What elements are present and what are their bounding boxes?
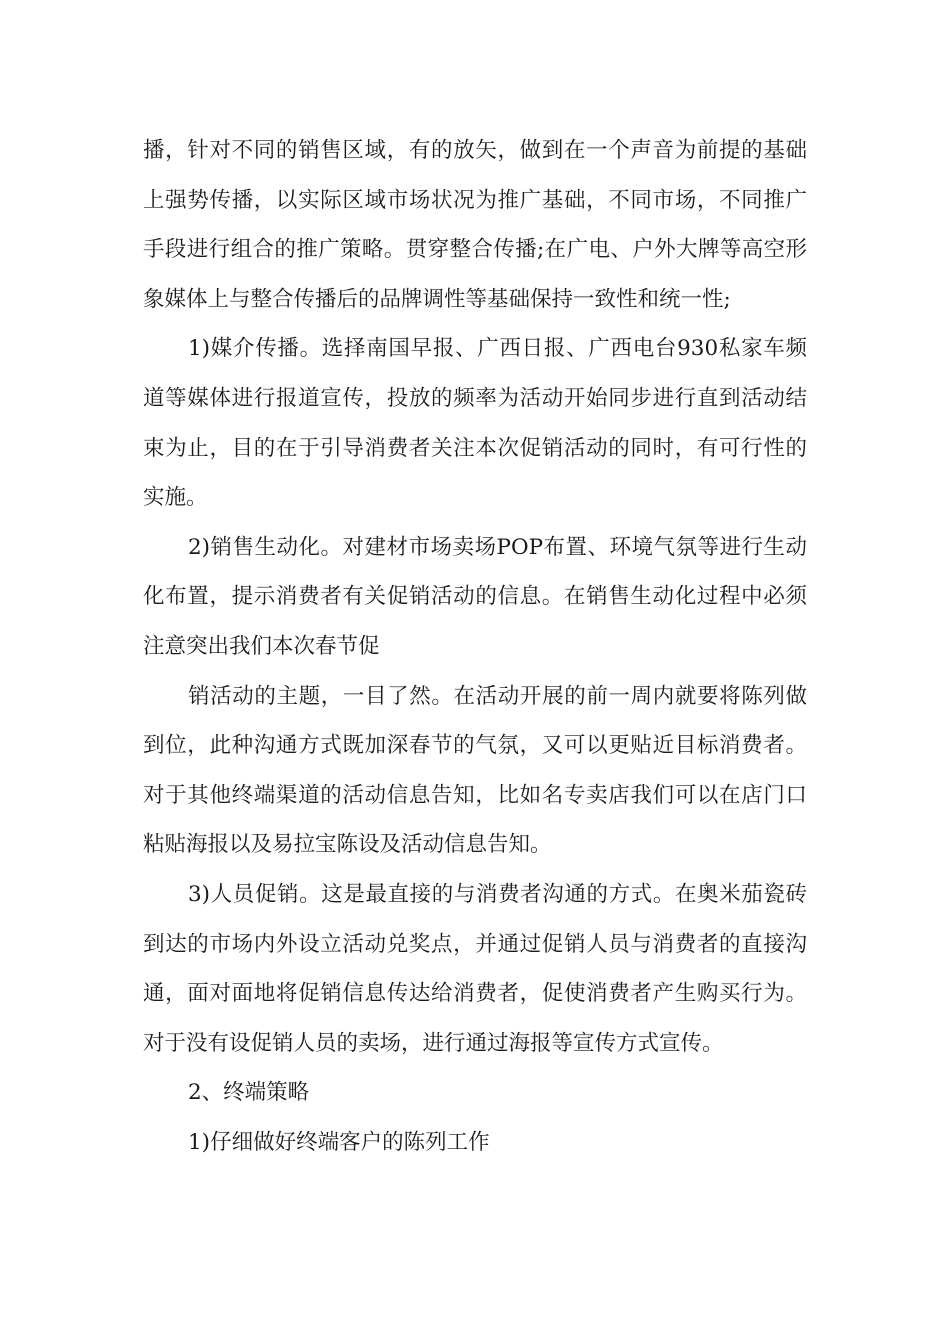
paragraph-activity-theme: 销活动的主题，一目了然。在活动开展的前一周内就要将陈列做到位，此种沟通方式既加深春节的气氛，又可以更贴近目标消费者。对于其他终端渠道的活动信息告知，比如名专卖店我们可以在店门口粘贴海报以及易拉宝陈设及活动信息告知。 bbox=[143, 683, 807, 858]
paragraph-staff-promotion: 3)人员促销。这是最直接的与消费者沟通的方式。在奥米茄瓷砖到达的市场内外设立活动兑奖点，并通过促销人员与消费者的直接沟通，面对面地将促销信息传达给消费者，促使消费者产生购买行为。对于没有设促销人员的卖场，进行通过海报等宣传方式宣传。 bbox=[143, 881, 807, 1056]
section-heading-terminal-strategy: 2、终端策略 bbox=[188, 1080, 310, 1106]
document-body bbox=[143, 126, 807, 1167]
paragraph-sales-vivid: 2)销售生动化。对建材市场卖场POP布置、环境气氛等进行生动化布置，提示消费者有关促销活动的信息。在销售生动化过程中必须注意突出我们本次春节促 bbox=[143, 534, 807, 659]
paragraph-continuation: 播，针对不同的销售区域，有的放矢，做到在一个声音为前提的基础上强势传播，以实际区域市场状况为推广基础，不同市场，不同推广手段进行组合的推广策略。贯穿整合传播;在广电、户外大牌等高空形象媒体上与整合传播后的品牌调性等基础保持一致性和统一性; bbox=[143, 138, 807, 312]
paragraph-display-work: 1)仔细做好终端客户的陈列工作 bbox=[188, 1129, 490, 1155]
paragraph-media-spread: 1)媒介传播。选择南国早报、广西日报、广西电台930私家车频道等媒体进行报道宣传，投放的频率为活动开始同步进行直到活动结束为止，目的在于引导消费者关注本次促销活动的同时，有可行性的实施。 bbox=[143, 336, 807, 511]
